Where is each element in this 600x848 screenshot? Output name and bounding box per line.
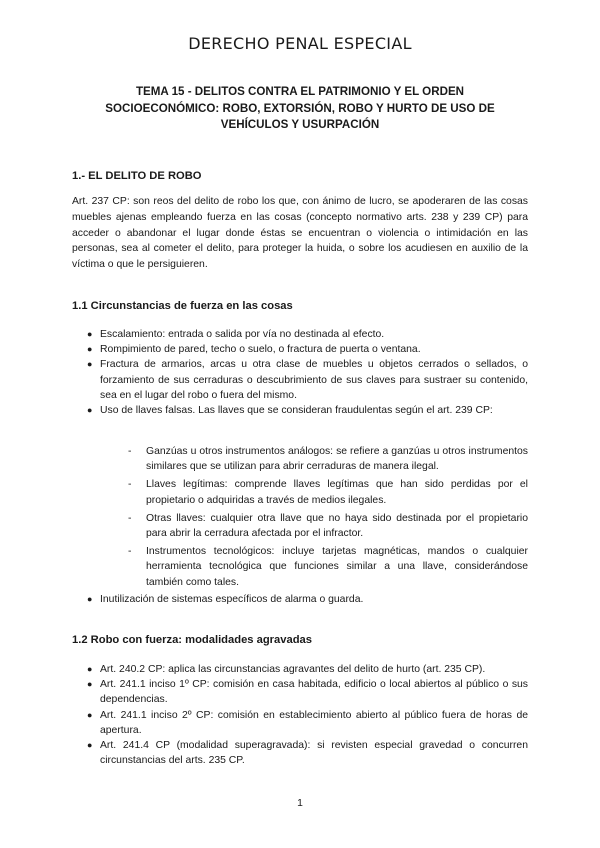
document-header-title: DERECHO PENAL ESPECIAL [188,34,412,53]
topic-title [80,84,520,134]
bullet-icon: ● [87,740,93,751]
list-item: ● Art. 241.1 inciso 2º CP: comisión en establecimiento abierto al público fuera de horas de apertura. [87,709,528,736]
bullet-icon: ● [87,679,93,690]
topic-title-line: TEMA 15 - DELITOS CONTRA EL PATRIMONIO Y EL ORDEN [135,85,465,98]
list-item: - Ganzúas u otros instrumentos análogos: se refiere a ganzúas u otros instrumentos similares que se utilizan para abrir cerraduras de manera ilegal. [128,446,528,473]
topic-title-line: SOCIOECONÓMICO: ROBO, EXTORSIÓN, ROBO Y HURTO DE USO DE [105,101,495,115]
list-item: ● Art. 241.4 CP (modalidad superagravada): si revisten especial gravedad o concurren circunstancias del arts. 235 CP. [87,740,528,767]
section-1-1-bullet-list [72,327,528,418]
list-item: ● Art. 240.2 CP: aplica las circunstancias agravantes del delito de hurto (art. 235 CP). [72,662,528,677]
bullet-icon: ● [87,359,93,370]
dash-icon: - [128,546,132,558]
topic-title-line: VEHÍCULOS Y USURPACIÓN [220,118,380,131]
section-1-1-last-bullet [72,592,528,607]
bullet-icon: ● [87,709,93,720]
list-item: - Otras llaves: cualquier otra llave que no haya sido destinada por el propietario para abrir la cerradura afectada por el infractor. [128,512,528,540]
list-item: - Llaves legítimas: comprende llaves legítimas que han sido perdidas por el propietario o adquiridas a través de medios ilegales. [128,479,528,506]
bullet-icon: ● [87,664,93,674]
llaves-falsas-dash-list [72,444,528,593]
list-item: ● Rompimiento de pared, techo o suelo, o fractura de puerta o ventana. [72,342,528,357]
list-item: ● Art. 241.1 inciso 1º CP: comisión en casa habitada, edificio o local abiertos al público o sus dependencias. [87,679,528,706]
list-item: ● Fractura de armarios, arcas u otra clase de muebles u objetos cerrados o sellados, o forzamiento de sus cerraduras o descubrimiento de sus claves para sustraer su contenido, sea en el lugar del robo o fuera del mismo. [87,359,528,401]
list-item: ● Uso de llaves falsas. Las llaves que se consideran fraudulentas según el art. 239 CP: [72,403,528,418]
dash-icon: - [128,512,132,524]
bullet-icon: ● [87,405,93,416]
list-item: ● Escalamiento: entrada o salida por vía no destinada al efecto. [72,327,528,342]
bullet-icon: ● [87,344,93,355]
section-1-title: 1.- EL DELITO DE ROBO [72,170,202,182]
list-item: - Instrumentos tecnológicos: incluye tarjetas magnéticas, mandos o cualquier herramienta tecnológica que funciones similar a una llave, considerándose también como tales. [128,546,528,588]
page-number: 1 [297,798,303,809]
bullet-icon: ● [87,329,93,339]
section-1-2-bullet-list [72,662,528,768]
section-1-2-title: 1.2 Robo con fuerza: modalidades agravadas [72,634,312,646]
section-1-1-title: 1.1 Circunstancias de fuerza en las cosas [72,300,293,312]
dash-icon: - [128,446,132,457]
section-1-paragraph: Art. 237 CP: son reos del delito de robo los que, con ánimo de lucro, se apoderaren de las cosas muebles ajenas empleando fuerza en las cosas (concepto normativo arts. 238 y 239 CP) para acceder o abandonar el lugar donde éstas se encuentran o violencia o intimidación en las personas, sea al cometer el delito, para proteger la huida, o sobre los acudiesen en auxilio de la víctima o que le persiguieren. [72,196,528,271]
dash-icon: - [128,479,132,491]
list-item: ● Inutilización de sistemas específicos de alarma o guarda. [72,592,528,607]
bullet-icon: ● [87,594,93,604]
